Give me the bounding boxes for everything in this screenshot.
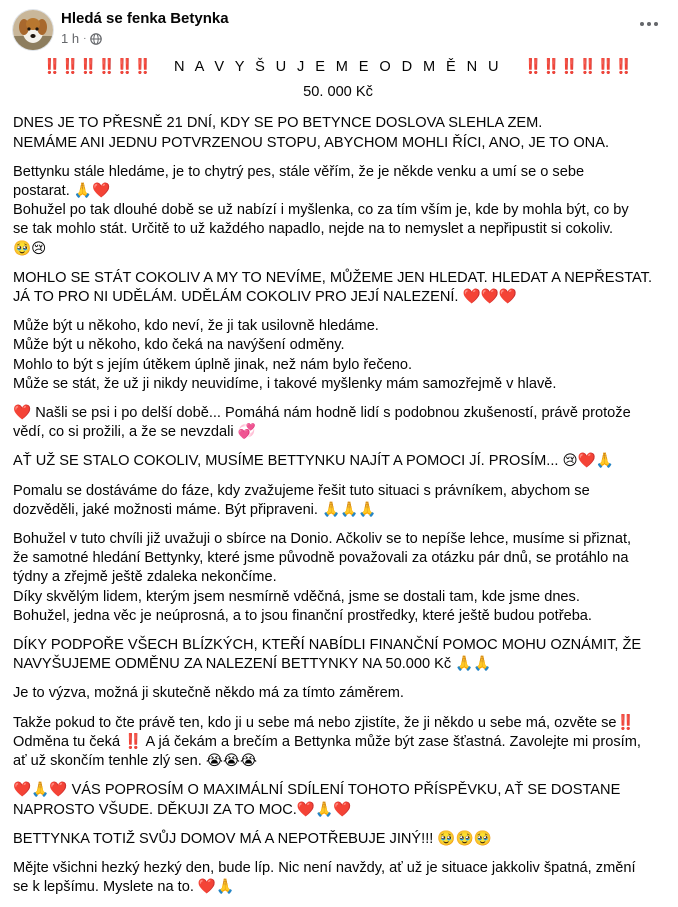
paragraph-11: Takže pokud to čte právě ten, kdo ji u sebe má nebo zjistíte, že ji někdo u sebe má, ozvěte se‼️ Odměna tu čeká ‼️ A já čekám a brečím a Bettynka může být zase šťastná. Zavolejte mi prosím, ať už skončím tenhle zlý sen. 😭😭😭 [13, 714, 641, 770]
post-header [13, 10, 663, 50]
more-options-button[interactable] [635, 14, 663, 34]
title-line [13, 58, 663, 77]
paragraph-13: BETTYNKA TOTIŽ SVŮJ DOMOV MÁ A NEPOTŘEBUJE JINÝ!!! 🥹🥹🥹 [13, 830, 492, 847]
paragraph-3: MOHLO SE STÁT COKOLIV A MY TO NEVÍME, MŮŽEME JEN HLEDAT. HLEDAT A NEPŘESTAT. JÁ TO PRO NI UDĚLÁM. UDĚLÁM COKOLIV PRO JEJÍ NALEZENÍ. ❤️❤️❤️ [13, 269, 653, 306]
paragraph-8: Bohužel v tuto chvíli již uvažuji o sbírce na Donio. Ačkoliv se to nepíše lehce, musíme si přiznat, že samotné hledání Bettynky, které jsme původně považovali za otázku pár dnů, se protáhlo na týdny a zřejmě ještě zdaleka nekončíme. Díky skvělým lidem, kterým jsem nesmírně vděčná, jsme se dostali tam, kde jsme dnes. Bohužel, jedna věc je neúprosná, a to jsou finanční prostředky, které ještě budou potřeba. [13, 531, 632, 624]
post-title: N A V Y Š U J E M E O D M Ě N U [174, 59, 502, 75]
paragraph-12: ❤️🙏❤️ VÁS POPROSÍM O MAXIMÁLNÍ SDÍLENÍ TOHOTO PŘÍSPĚVKU, AŤ SE DOSTANE NAPROSTO VŠUDE. DĚKUJI ZA TO MOC.❤️🙏❤️ [13, 782, 621, 818]
dog-avatar-icon [13, 10, 53, 50]
post-text [13, 58, 663, 907]
paragraph-5: ❤️ Našli se psi i po delší době... Pomáhá nám hodně lidí s podobnou zkušeností, právě protože vědí, co si prožili, a že se nevzdali 💞 [13, 405, 631, 441]
globe-icon[interactable] [90, 33, 102, 45]
avatar[interactable] [13, 10, 53, 50]
post-meta [61, 31, 102, 46]
paragraph-6: AŤ UŽ SE STALO COKOLIV, MUSÍME BETTYNKU NAJÍT A POMOCI JÍ. PROSÍM... 😢❤️🙏 [13, 453, 615, 470]
meta-separator: · [83, 33, 87, 44]
paragraph-1: DNES JE TO PŘESNĚ 21 DNÍ, KDY SE PO BETYNCE DOSLOVA SLEHLA ZEM. NEMÁME ANI JEDNU POTVRZENOU STOPU, ABYCHOM MOHLI ŘÍCI, ANO, JE TO ONA. [13, 115, 610, 151]
paragraph-7: Pomalu se dostáváme do fáze, kdy zvažujeme řešit tuto situaci s právníkem, abychom se dozvěděli, jaké možnosti máme. Být připraveni. 🙏🙏🙏 [13, 482, 590, 518]
paragraph-10: Je to výzva, možná ji skutečně někdo má za tímto záměrem. [13, 685, 404, 702]
exclamation-marks-left: ‼️‼️‼️‼️‼️‼️ [42, 59, 152, 75]
paragraph-2: Bettynku stále hledáme, je to chytrý pes, stále věřím, že je někde venku a umí se o sebe postarat. 🙏❤️ Bohužel po tak dlouhé době se už nabízí i myšlenka, co za tím vším je, kde by mohla být, co by se tak mohlo stát. Určitě to už každého napadlo, nejde na to nemyslet a nepřipustit si cokoliv. 🥹😢 [13, 163, 629, 257]
paragraph-9: DÍKY PODPOŘE VŠECH BLÍZKÝCH, KTEŘÍ NABÍDLI FINANČNÍ POMOC MOHU OZNÁMIT, ŽE NAVYŠUJEME ODMĚNU ZA NALEZENÍ BETTYNKY NA 50.000 Kč 🙏🙏 [13, 637, 642, 673]
more-horizontal-icon [640, 22, 644, 26]
post-time[interactable]: 1 h [61, 31, 80, 46]
paragraph-4: Může být u někoho, kdo neví, že ji tak usilovně hledáme. Může být u někoho, kdo čeká na navýšení odměny. Mohlo to být s jejím útěkem úplně jinak, než nám bylo řečeno. Může se stát, že už ji nikdy neuvidíme, i takové myšlenky mám samozřejmě v hlavě. [13, 318, 557, 392]
exclamation-marks-right: ‼️‼️‼️‼️‼️‼️ [524, 59, 634, 75]
paragraph-14: Mějte všichni hezký hezký den, bude líp. Nic není navždy, ať už je situace jakkoliv špatná, změní se k lepšímu. Myslete na to. ❤️🙏 [13, 859, 636, 896]
reward-amount: 50. 000 Kč [303, 84, 373, 101]
page-name[interactable]: Hledá se fenka Betynka [61, 10, 229, 27]
